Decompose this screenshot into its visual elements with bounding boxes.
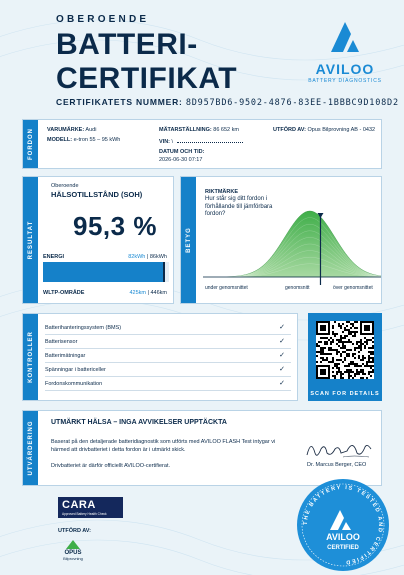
qr-code[interactable] bbox=[316, 321, 374, 379]
logo-brand: AVILOO bbox=[315, 61, 375, 77]
odometer-value: 86 652 km bbox=[213, 127, 239, 133]
performed-by-label: UTFÖRD AV: bbox=[273, 127, 306, 133]
scan-label: SCAN FOR DETAILS bbox=[310, 391, 380, 397]
vin-field bbox=[159, 139, 243, 145]
signature-image bbox=[303, 435, 375, 463]
vin-redacted bbox=[177, 142, 243, 143]
model-field bbox=[47, 137, 120, 143]
brand-label: VARUMÄRKE: bbox=[47, 127, 85, 133]
cara-subtitle: Approved Battery Health Check bbox=[62, 512, 107, 516]
aviloo-logo bbox=[308, 20, 382, 90]
energy-total: 86kWh bbox=[149, 254, 167, 260]
axis-below-average: under genomsnittet bbox=[205, 285, 248, 291]
seal-ring-text: THE BATTERY IS TESTED AND CERTIFIED bbox=[302, 484, 384, 566]
vehicle-section bbox=[22, 119, 382, 169]
signer-name: Dr. Marcus Berger, CEO bbox=[307, 462, 367, 468]
checks-sidebar bbox=[23, 314, 38, 400]
check-mark-icon: ✓ bbox=[279, 338, 285, 345]
model-value: e-tron 55 – 95 kWh bbox=[73, 137, 121, 143]
energy-current: 82kWh bbox=[128, 254, 146, 260]
evaluation-title: UTMÄRKT HÄLSA – INGA AVVIKELSER UPPTÄCKTA bbox=[51, 419, 227, 426]
performed-by-field bbox=[273, 127, 375, 133]
certificate-number-value: 8D957BD6-9502-4876-83EE-1BBBC9D108D2 bbox=[185, 98, 399, 108]
check-label: Batterimätningar bbox=[45, 353, 86, 359]
seal-label: CERTIFIED bbox=[327, 545, 359, 551]
header-title-line2: CERTIFIKAT bbox=[56, 62, 238, 95]
check-mark-icon: ✓ bbox=[279, 366, 285, 373]
qr-code-icon bbox=[316, 321, 374, 379]
check-mark-icon: ✓ bbox=[279, 324, 285, 331]
check-mark-icon: ✓ bbox=[279, 352, 285, 359]
evaluation-conclusion: Drivbatteriet är därför officiellt AVILOO-certifierat. bbox=[51, 463, 171, 469]
check-row bbox=[45, 350, 291, 363]
result-title: HÄLSOTILLSTÅND (SOH) bbox=[51, 190, 143, 199]
evaluation-text: Baserat på den detaljerade batteridiagnostik som utförts med AVILOO FLASH Test intygar vi härmed att drivbatteriet i detta fordon är i utmärkt skick. bbox=[51, 439, 276, 453]
check-row bbox=[45, 322, 291, 335]
wltp-total: 446km bbox=[150, 290, 167, 296]
footer-performed-by-label: UTFÖRD AV: bbox=[58, 528, 91, 534]
check-row bbox=[45, 378, 291, 391]
check-row bbox=[45, 336, 291, 349]
performed-by-value: Opus Bilprovning AB - 0432 bbox=[307, 127, 376, 133]
odometer-label: MÄTARSTÄLLNING: bbox=[159, 127, 212, 133]
certified-seal bbox=[296, 478, 390, 572]
opus-logo-icon bbox=[64, 538, 82, 550]
cara-badge bbox=[58, 497, 123, 518]
checks-sidebar-label: KONTROLLER bbox=[27, 331, 34, 383]
check-label: Spänningar i battericeller bbox=[45, 367, 106, 373]
result-sidebar bbox=[23, 177, 38, 303]
benchmark-question: Hur står sig ditt fordon i förhållande till jämförbara fordon? bbox=[205, 196, 273, 217]
wltp-values: 425km | 446km bbox=[129, 290, 167, 296]
benchmark-title: RIKTMÄRKE bbox=[205, 189, 238, 195]
vehicle-sidebar-label: FORDON bbox=[27, 128, 34, 160]
date-label: DATUM OCH TID: bbox=[159, 149, 205, 155]
evaluation-section bbox=[22, 410, 382, 486]
check-label: Fordonskommunikation bbox=[45, 381, 103, 387]
header-title-line1: BATTERI- bbox=[56, 28, 198, 61]
wltp-current: 425km bbox=[129, 290, 146, 296]
vehicle-sidebar bbox=[23, 120, 38, 168]
date-field bbox=[159, 149, 204, 155]
certificate-number bbox=[56, 97, 399, 108]
date-value: 2026-06-30 07:17 bbox=[159, 157, 203, 163]
header-pretitle: OBEROENDE bbox=[56, 14, 150, 25]
opus-subtitle: Bilprovning bbox=[63, 556, 83, 561]
opus-logo bbox=[58, 538, 88, 561]
check-row bbox=[45, 364, 291, 377]
soh-value: 95,3 % bbox=[73, 211, 157, 241]
axis-average: genomsnitt bbox=[285, 285, 310, 291]
certificate-number-label: CERTIFIKATETS NUMMER: bbox=[56, 97, 183, 107]
cara-name: CARA bbox=[62, 499, 96, 511]
seal-brand: AVILOO bbox=[326, 532, 360, 542]
qr-code-panel[interactable] bbox=[308, 313, 382, 401]
checks-section bbox=[22, 313, 298, 401]
result-section bbox=[22, 176, 174, 304]
aviloo-logo-icon bbox=[325, 20, 365, 54]
result-pretitle: Oberoende bbox=[51, 183, 79, 189]
rating-section bbox=[180, 176, 382, 304]
rating-sidebar-label: BETYG bbox=[185, 227, 192, 253]
evaluation-sidebar-label: UTVÄRDERING bbox=[27, 420, 34, 476]
vin-label: VIN: bbox=[159, 139, 170, 145]
brand-value: Audi bbox=[85, 127, 97, 133]
brand-field bbox=[47, 127, 96, 133]
logo-subtitle: BATTERY DIAGNOSTICS bbox=[308, 78, 382, 84]
evaluation-sidebar bbox=[23, 411, 38, 485]
wltp-label: WLTP-OMRÅDE bbox=[43, 290, 85, 296]
model-label: MODELL: bbox=[47, 137, 73, 143]
rating-sidebar bbox=[181, 177, 196, 303]
distribution-curve bbox=[203, 211, 381, 277]
check-label: Batterisensor bbox=[45, 339, 78, 345]
odometer-field bbox=[159, 127, 239, 133]
check-label: Batterihanteringssystem (BMS) bbox=[45, 325, 122, 331]
check-mark-icon: ✓ bbox=[279, 380, 285, 387]
energy-bar-fill bbox=[43, 262, 163, 282]
opus-name: OPUS bbox=[64, 550, 82, 556]
energy-values: 82kWh | 86kWh bbox=[128, 254, 167, 260]
energy-bar-marker bbox=[163, 262, 165, 282]
energy-label: ENERGI bbox=[43, 254, 65, 260]
axis-above-average: över genomsnittet bbox=[333, 285, 373, 291]
result-sidebar-label: RESULTAT bbox=[27, 220, 34, 260]
energy-bar bbox=[43, 262, 169, 282]
vin-value: \ bbox=[171, 139, 174, 145]
